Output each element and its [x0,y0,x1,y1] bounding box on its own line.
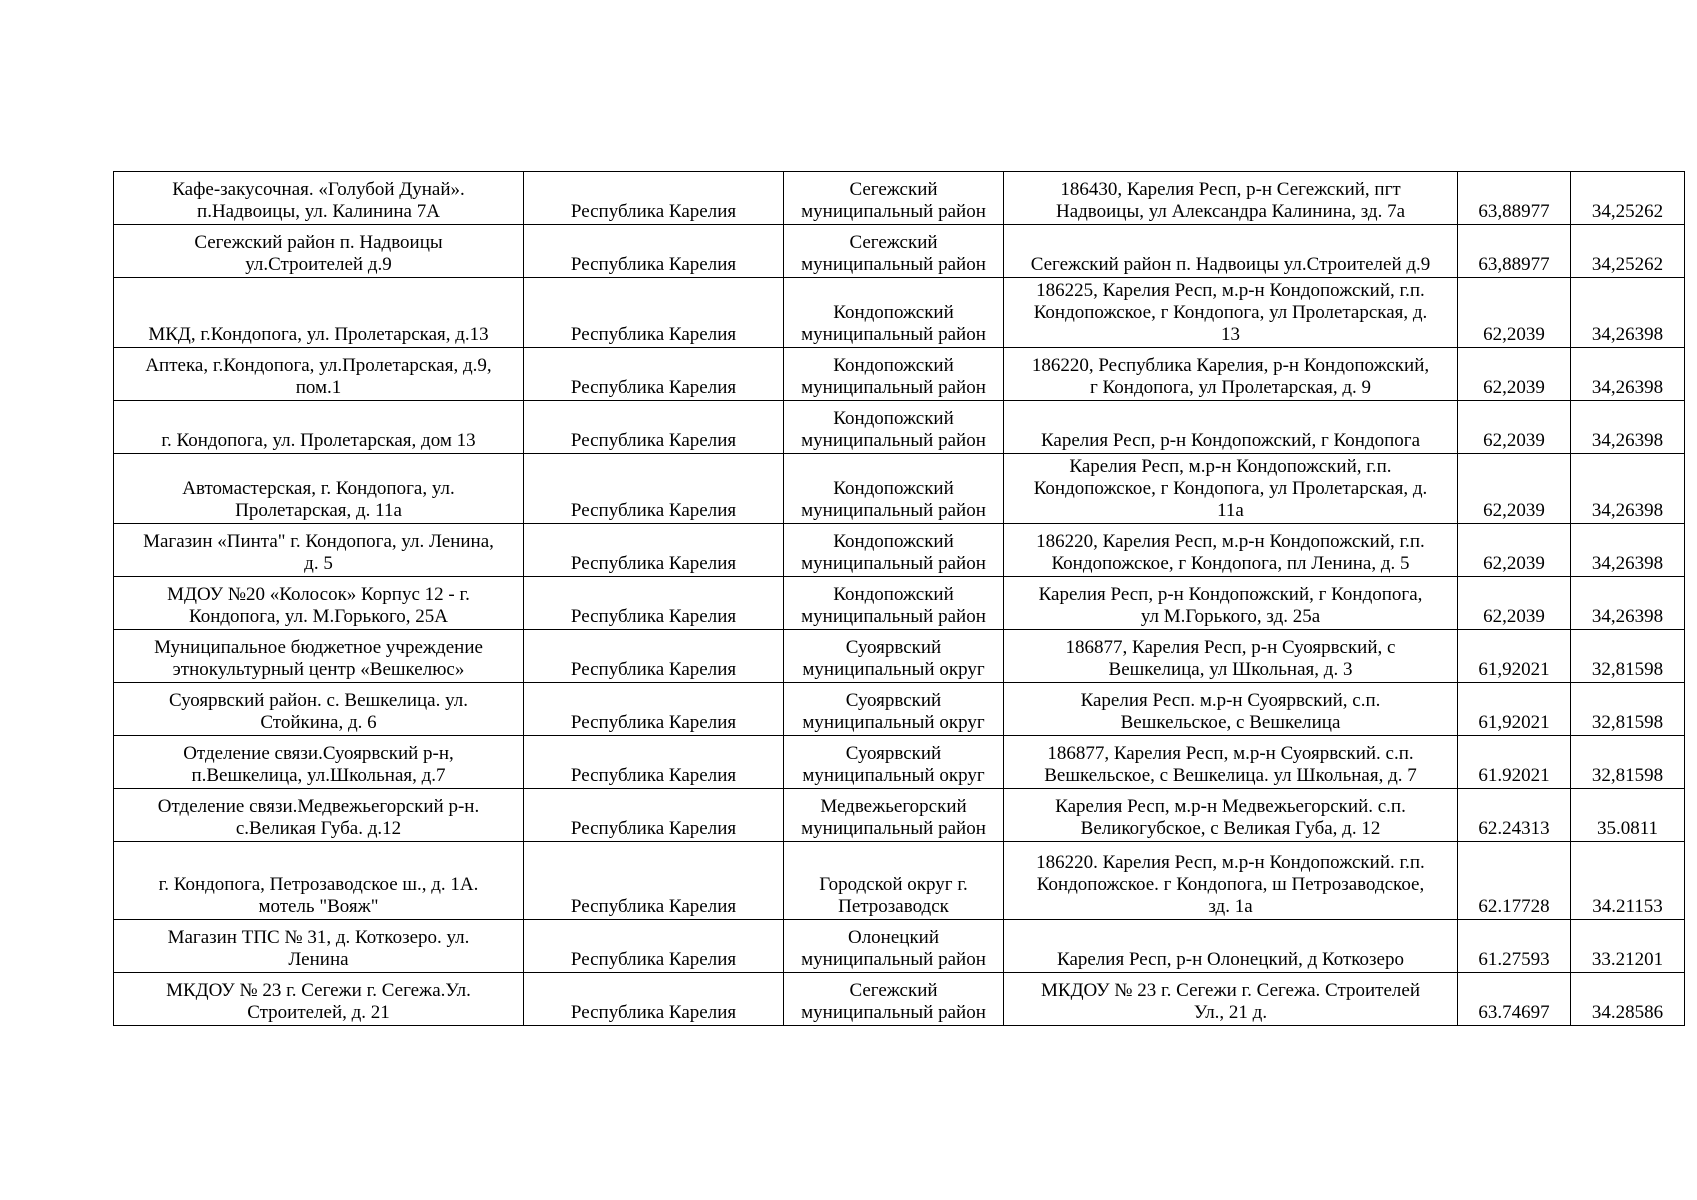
cell-longitude: 34,25262 [1571,225,1685,278]
cell-region: Республика Карелия [524,842,784,920]
cell-region: Республика Карелия [524,630,784,683]
table-row [114,683,1685,736]
table-row [114,454,1685,524]
cell-region: Республика Карелия [524,225,784,278]
cell-latitude: 62,2039 [1458,401,1571,454]
cell-region: Республика Карелия [524,172,784,225]
cell-address: Сегежский район п. Надвоицы ул.Строителей д.9 [1004,225,1458,278]
cell-municipality: Сегежский муниципальный район [784,172,1004,225]
cell-address: Карелия Респ. м.р-н Суоярвский, с.п. Вешкельское, с Вешкелица [1004,683,1458,736]
cell-address: 186220. Карелия Респ, м.р-н Кондопожский. г.п. Кондопожское. г Кондопога, ш Петрозаводское, зд. 1а [1004,842,1458,920]
cell-region: Республика Карелия [524,973,784,1026]
cell-address: Карелия Респ, м.р-н Кондопожский, г.п. Кондопожское, г Кондопога, ул Пролетарская, д. 11а [1004,454,1458,524]
cell-latitude: 63.74697 [1458,973,1571,1026]
cell-name: МКД, г.Кондопога, ул. Пролетарская, д.13 [114,278,524,348]
cell-municipality: Суоярвский муниципальный округ [784,736,1004,789]
cell-municipality: Олонецкий муниципальный район [784,920,1004,973]
cell-municipality: Кондопожский муниципальный район [784,524,1004,577]
cell-longitude: 35.0811 [1571,789,1685,842]
cell-latitude: 63,88977 [1458,172,1571,225]
cell-municipality: Кондопожский муниципальный район [784,401,1004,454]
cell-longitude: 34.28586 [1571,973,1685,1026]
cell-latitude: 62.17728 [1458,842,1571,920]
cell-name: Магазин «Пинта" г. Кондопога, ул. Ленина, д. 5 [114,524,524,577]
cell-name: МКДОУ № 23 г. Сегежи г. Сегежа.Ул. Строителей, д. 21 [114,973,524,1026]
cell-longitude: 34,26398 [1571,454,1685,524]
cell-longitude: 33.21201 [1571,920,1685,973]
table-row [114,920,1685,973]
table-row [114,524,1685,577]
cell-name: г. Кондопога, ул. Пролетарская, дом 13 [114,401,524,454]
table-row [114,278,1685,348]
cell-longitude: 34.21153 [1571,842,1685,920]
table-row [114,736,1685,789]
cell-address: Карелия Респ, м.р-н Медвежьегорский. с.п. Великогубское, с Великая Губа, д. 12 [1004,789,1458,842]
cell-municipality: Сегежский муниципальный район [784,973,1004,1026]
cell-municipality: Кондопожский муниципальный район [784,454,1004,524]
cell-name: Суоярвский район. с. Вешкелица. ул. Стойкина, д. 6 [114,683,524,736]
cell-municipality: Городской округ г. Петрозаводск [784,842,1004,920]
cell-name: Отделение связи.Медвежьегорский р-н. с.Великая Губа. д.12 [114,789,524,842]
cell-name: МДОУ №20 «Колосок» Корпус 12 - г. Кондопога, ул. М.Горького, 25А [114,577,524,630]
cell-address: 186877, Карелия Респ, р-н Суоярвский, с Вешкелица, ул Школьная, д. 3 [1004,630,1458,683]
cell-latitude: 62.24313 [1458,789,1571,842]
table-row [114,973,1685,1026]
cell-longitude: 34,26398 [1571,401,1685,454]
cell-name: Аптека, г.Кондопога, ул.Пролетарская, д.9, пом.1 [114,348,524,401]
cell-latitude: 62,2039 [1458,577,1571,630]
cell-latitude: 62,2039 [1458,454,1571,524]
cell-address: 186877, Карелия Респ, м.р-н Суоярвский. с.п. Вешкельское, с Вешкелица. ул Школьная, д. 7 [1004,736,1458,789]
cell-latitude: 61,92021 [1458,630,1571,683]
cell-longitude: 34,26398 [1571,577,1685,630]
table-row [114,401,1685,454]
cell-address: 186220, Карелия Респ, м.р-н Кондопожский, г.п. Кондопожское, г Кондопога, пл Ленина, д. 5 [1004,524,1458,577]
cell-latitude: 62,2039 [1458,278,1571,348]
table-row [114,577,1685,630]
cell-municipality: Суоярвский муниципальный округ [784,683,1004,736]
cell-name: Муниципальное бюджетное учреждение этнокультурный центр «Вешкелюс» [114,630,524,683]
cell-address: Карелия Респ, р-н Кондопожский, г Кондопога [1004,401,1458,454]
cell-address: МКДОУ № 23 г. Сегежи г. Сегежа. Строителей Ул., 21 д. [1004,973,1458,1026]
cell-name: Автомастерская, г. Кондопога, ул. Пролетарская, д. 11а [114,454,524,524]
cell-longitude: 32,81598 [1571,736,1685,789]
cell-region: Республика Карелия [524,683,784,736]
cell-latitude: 61.92021 [1458,736,1571,789]
cell-region: Республика Карелия [524,348,784,401]
cell-region: Республика Карелия [524,401,784,454]
cell-address: 186220, Республика Карелия, р-н Кондопожский, г Кондопога, ул Пролетарская, д. 9 [1004,348,1458,401]
cell-latitude: 61,92021 [1458,683,1571,736]
cell-longitude: 34,26398 [1571,524,1685,577]
cell-latitude: 63,88977 [1458,225,1571,278]
cell-name: Магазин ТПС № 31, д. Коткозеро. ул. Ленина [114,920,524,973]
cell-region: Республика Карелия [524,789,784,842]
table-row [114,789,1685,842]
cell-region: Республика Карелия [524,736,784,789]
table-row [114,348,1685,401]
cell-name: Отделение связи.Суоярвский р-н, п.Вешкелица, ул.Школьная, д.7 [114,736,524,789]
cell-municipality: Медвежьегорский муниципальный район [784,789,1004,842]
cell-latitude: 62,2039 [1458,524,1571,577]
cell-longitude: 34,26398 [1571,278,1685,348]
cell-longitude: 34,25262 [1571,172,1685,225]
table-row [114,630,1685,683]
cell-name: Сегежский район п. Надвоицы ул.Строителей д.9 [114,225,524,278]
cell-longitude: 32,81598 [1571,630,1685,683]
cell-region: Республика Карелия [524,577,784,630]
cell-latitude: 62,2039 [1458,348,1571,401]
cell-latitude: 61.27593 [1458,920,1571,973]
cell-address: Карелия Респ, р-н Олонецкий, д Коткозеро [1004,920,1458,973]
cell-name: г. Кондопога, Петрозаводское ш., д. 1А. мотель "Вояж" [114,842,524,920]
cell-address: 186430, Карелия Респ, р-н Сегежский, пгт Надвоицы, ул Александра Калинина, зд. 7а [1004,172,1458,225]
cell-longitude: 34,26398 [1571,348,1685,401]
cell-municipality: Кондопожский муниципальный район [784,348,1004,401]
cell-municipality: Сегежский муниципальный район [784,225,1004,278]
table-row [114,225,1685,278]
cell-address: Карелия Респ, р-н Кондопожский, г Кондопога, ул М.Горького, зд. 25а [1004,577,1458,630]
cell-address: 186225, Карелия Респ, м.р-н Кондопожский, г.п. Кондопожское, г Кондопога, ул Пролетарская, д. 13 [1004,278,1458,348]
cell-region: Республика Карелия [524,920,784,973]
table-row [114,842,1685,920]
table-row [114,172,1685,225]
cell-municipality: Кондопожский муниципальный район [784,278,1004,348]
cell-municipality: Суоярвский муниципальный округ [784,630,1004,683]
locations-table [113,171,1685,1026]
cell-name: Кафе-закусочная. «Голубой Дунай». п.Надвоицы, ул. Калинина 7А [114,172,524,225]
cell-region: Республика Карелия [524,454,784,524]
document-page [113,171,1684,1026]
cell-region: Республика Карелия [524,278,784,348]
cell-municipality: Кондопожский муниципальный район [784,577,1004,630]
cell-longitude: 32,81598 [1571,683,1685,736]
cell-region: Республика Карелия [524,524,784,577]
